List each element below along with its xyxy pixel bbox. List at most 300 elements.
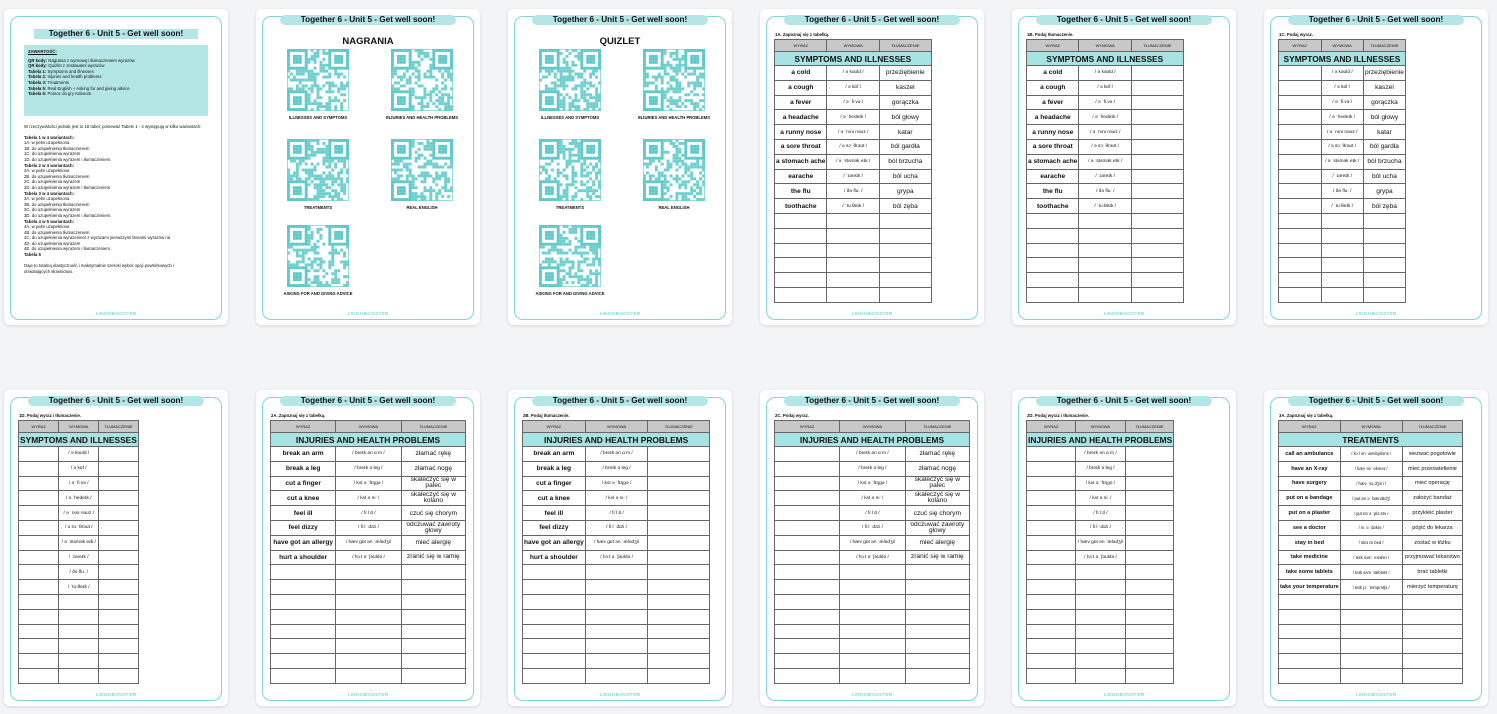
table-row bbox=[775, 273, 932, 288]
pronunciation-cell: / hɜːt ə ˈʃəʊldə / bbox=[1076, 550, 1125, 565]
translation-cell[interactable] bbox=[1125, 461, 1174, 476]
translation-cell bbox=[401, 580, 465, 595]
translation-cell bbox=[905, 639, 969, 654]
pronunciation-cell: / fiːl ɪl / bbox=[585, 506, 648, 521]
table-row bbox=[775, 110, 932, 125]
page-thumbnail[interactable] bbox=[760, 9, 984, 325]
qr-block[interactable] bbox=[382, 139, 462, 210]
pronunciation-cell bbox=[840, 609, 905, 624]
table-row bbox=[1027, 66, 1184, 81]
word-cell[interactable] bbox=[1027, 506, 1076, 521]
translation-cell[interactable] bbox=[1131, 273, 1183, 288]
word-cell[interactable] bbox=[1279, 199, 1322, 214]
page-title: Together 6 - Unit 5 - Get well soon! bbox=[784, 15, 960, 25]
word-cell[interactable] bbox=[775, 639, 840, 654]
translation-cell[interactable] bbox=[1125, 520, 1174, 535]
word-cell[interactable] bbox=[19, 461, 59, 476]
translation-cell[interactable] bbox=[99, 520, 139, 535]
pronunciation-cell bbox=[827, 258, 879, 273]
table-row bbox=[775, 243, 932, 258]
translation-cell[interactable] bbox=[1125, 565, 1174, 580]
word-cell[interactable] bbox=[1279, 125, 1322, 140]
pronunciation-cell: / ə ˈstʌmək eɪk / bbox=[59, 535, 99, 550]
word-cell[interactable] bbox=[1027, 609, 1076, 624]
pronunciation-cell: / ðə fluː / bbox=[1321, 184, 1364, 199]
translation-cell: grypa bbox=[879, 184, 931, 199]
word-cell[interactable] bbox=[1279, 273, 1322, 288]
word-cell[interactable] bbox=[775, 550, 840, 565]
table-row bbox=[271, 624, 466, 639]
word-cell[interactable] bbox=[19, 668, 59, 683]
word-cell: have got an allergy bbox=[523, 535, 586, 550]
translation-cell[interactable] bbox=[648, 594, 710, 609]
translation-cell[interactable] bbox=[99, 535, 139, 550]
translation-cell[interactable] bbox=[1131, 258, 1183, 273]
word-cell[interactable] bbox=[19, 639, 59, 654]
word-cell[interactable] bbox=[1279, 80, 1322, 95]
word-cell[interactable] bbox=[1279, 169, 1322, 184]
translation-cell[interactable] bbox=[1125, 491, 1174, 506]
word-cell bbox=[523, 639, 586, 654]
word-cell: hurt a shoulder bbox=[523, 550, 586, 565]
word-cell[interactable] bbox=[1027, 535, 1076, 550]
vocab-table bbox=[774, 420, 970, 684]
word-cell[interactable] bbox=[775, 461, 840, 476]
translation-cell[interactable] bbox=[1125, 654, 1174, 669]
translation-cell[interactable] bbox=[99, 594, 139, 609]
translation-cell: ból brzucha bbox=[879, 154, 931, 169]
word-cell[interactable] bbox=[1279, 110, 1322, 125]
translation-cell[interactable] bbox=[648, 668, 710, 683]
table-row bbox=[775, 447, 970, 462]
translation-cell: pójść do lekarza bbox=[1402, 520, 1463, 535]
exercise-instruction: 2A. Zapoznaj się z tabelką. bbox=[271, 413, 326, 418]
pronunciation-cell: / ˈtuːθeɪk / bbox=[827, 199, 879, 214]
word-cell bbox=[523, 668, 586, 683]
page-title: Together 6 - Unit 5 - Get well soon! bbox=[532, 396, 708, 406]
table-row bbox=[775, 550, 970, 565]
translation-cell: katar bbox=[1364, 125, 1406, 140]
qr-block[interactable] bbox=[278, 49, 358, 120]
word-cell bbox=[1279, 624, 1341, 639]
translation-cell[interactable] bbox=[648, 506, 710, 521]
contents-line: 4E. do uzupełnienia wyrazem i tłumaczeniem bbox=[24, 246, 110, 252]
word-cell[interactable] bbox=[1027, 520, 1076, 535]
translation-cell: skaleczyć się w palec bbox=[401, 476, 465, 491]
contents-line: Tabela 1: Symptoms and illnesses bbox=[28, 68, 94, 74]
translation-cell[interactable] bbox=[1125, 594, 1174, 609]
qr-caption: INJURIES AND HEALTH PROBLEMS bbox=[637, 115, 711, 120]
translation-cell: ból głowy bbox=[1364, 110, 1406, 125]
word-cell[interactable] bbox=[1279, 258, 1322, 273]
translation-cell[interactable] bbox=[99, 447, 139, 462]
translation-cell[interactable] bbox=[648, 624, 710, 639]
table-row bbox=[19, 624, 139, 639]
qr-code-icon[interactable] bbox=[287, 225, 349, 287]
qr-block[interactable] bbox=[530, 49, 610, 120]
page-title: Together 6 - Unit 5 - Get well soon! bbox=[280, 15, 456, 25]
word-cell[interactable] bbox=[1027, 580, 1076, 595]
word-cell[interactable] bbox=[1279, 228, 1322, 243]
translation-cell[interactable] bbox=[1125, 624, 1174, 639]
word-cell[interactable] bbox=[775, 668, 840, 683]
word-cell[interactable] bbox=[1279, 243, 1322, 258]
pronunciation-cell bbox=[585, 639, 648, 654]
pronunciation-cell bbox=[1321, 287, 1364, 302]
page-thumbnail[interactable] bbox=[508, 9, 732, 325]
pronunciation-cell bbox=[336, 609, 401, 624]
word-cell[interactable] bbox=[1279, 95, 1322, 110]
qr-code-icon[interactable] bbox=[643, 139, 705, 201]
qr-block[interactable] bbox=[634, 139, 714, 210]
table-row bbox=[271, 491, 466, 506]
translation-cell[interactable] bbox=[99, 639, 139, 654]
table-row bbox=[775, 491, 970, 506]
translation-cell[interactable] bbox=[648, 550, 710, 565]
word-cell[interactable] bbox=[775, 447, 840, 462]
page-thumbnail[interactable] bbox=[1012, 9, 1236, 325]
translation-cell[interactable] bbox=[648, 654, 710, 669]
translation-cell[interactable] bbox=[99, 491, 139, 506]
table-row bbox=[1279, 213, 1406, 228]
page-thumbnail[interactable] bbox=[1264, 390, 1488, 706]
translation-cell[interactable] bbox=[1125, 535, 1174, 550]
word-cell: a runny nose bbox=[1027, 125, 1079, 140]
translation-cell[interactable] bbox=[1131, 287, 1183, 302]
pronunciation-cell bbox=[827, 213, 879, 228]
translation-cell[interactable] bbox=[648, 639, 710, 654]
word-cell: break a leg bbox=[523, 461, 586, 476]
word-cell: feel ill bbox=[271, 506, 336, 521]
pronunciation-cell bbox=[827, 228, 879, 243]
brand-logo: LINGOBOOSTER bbox=[347, 311, 389, 316]
translation-cell: zranić się w ramię bbox=[905, 550, 969, 565]
qr-code-icon[interactable] bbox=[539, 49, 601, 111]
word-cell[interactable] bbox=[775, 654, 840, 669]
pronunciation-cell bbox=[827, 287, 879, 302]
translation-cell: kaszel bbox=[879, 80, 931, 95]
translation-cell[interactable] bbox=[648, 491, 710, 506]
translation-cell[interactable] bbox=[1131, 139, 1183, 154]
translation-cell[interactable] bbox=[1131, 228, 1183, 243]
word-cell[interactable] bbox=[1027, 594, 1076, 609]
word-cell[interactable] bbox=[1279, 139, 1322, 154]
word-cell[interactable] bbox=[1279, 213, 1322, 228]
word-cell[interactable] bbox=[775, 594, 840, 609]
word-cell: a fever bbox=[1027, 95, 1079, 110]
pronunciation-cell: / steɪ ɪn bed / bbox=[1340, 535, 1402, 550]
word-cell bbox=[271, 594, 336, 609]
word-cell bbox=[271, 668, 336, 683]
translation-cell[interactable] bbox=[1125, 447, 1174, 462]
qr-code-icon[interactable] bbox=[643, 49, 705, 111]
translation-cell[interactable] bbox=[99, 506, 139, 521]
word-cell: put on a bandage bbox=[1279, 491, 1341, 506]
qr-block[interactable] bbox=[634, 49, 714, 120]
translation-cell[interactable] bbox=[1125, 609, 1174, 624]
word-cell: take your temperature bbox=[1279, 580, 1341, 595]
table-row bbox=[271, 520, 466, 535]
translation-cell[interactable] bbox=[648, 520, 710, 535]
pronunciation-cell bbox=[585, 565, 648, 580]
word-cell[interactable] bbox=[775, 491, 840, 506]
pronunciation-cell bbox=[59, 639, 99, 654]
word-cell[interactable] bbox=[1027, 624, 1076, 639]
page-title: Together 6 - Unit 5 - Get well soon! bbox=[532, 15, 708, 25]
qr-code-icon[interactable] bbox=[391, 139, 453, 201]
table-row bbox=[19, 506, 139, 521]
qr-code-icon[interactable] bbox=[287, 139, 349, 201]
translation-cell[interactable] bbox=[1131, 199, 1183, 214]
pronunciation-cell: / fiːl ˈdɪzi / bbox=[336, 520, 401, 535]
table-row bbox=[1027, 565, 1174, 580]
translation-cell[interactable] bbox=[99, 624, 139, 639]
word-cell[interactable] bbox=[1027, 668, 1076, 683]
translation-cell[interactable] bbox=[99, 609, 139, 624]
word-cell[interactable] bbox=[1027, 565, 1076, 580]
translation-cell[interactable] bbox=[648, 609, 710, 624]
table-row bbox=[523, 565, 710, 580]
page-thumbnail[interactable] bbox=[508, 390, 732, 706]
word-cell[interactable] bbox=[1027, 491, 1076, 506]
qr-block[interactable] bbox=[530, 225, 610, 296]
qr-block[interactable] bbox=[530, 139, 610, 210]
word-cell[interactable] bbox=[19, 476, 59, 491]
table-row bbox=[271, 594, 466, 609]
translation-cell[interactable] bbox=[1125, 580, 1174, 595]
section-header: TREATMENTS bbox=[1279, 433, 1463, 447]
page-thumbnail[interactable] bbox=[4, 390, 228, 706]
translation-cell[interactable] bbox=[648, 461, 710, 476]
translation-cell bbox=[905, 668, 969, 683]
qr-block[interactable] bbox=[382, 49, 462, 120]
translation-cell bbox=[879, 213, 931, 228]
translation-cell: gorączka bbox=[1364, 95, 1406, 110]
page-thumbnail[interactable] bbox=[4, 9, 228, 325]
translation-cell[interactable] bbox=[1131, 169, 1183, 184]
qr-code-icon[interactable] bbox=[391, 49, 453, 111]
translation-cell: przeziębienie bbox=[1364, 66, 1406, 81]
page-title: Together 6 - Unit 5 - Get well soon! bbox=[280, 396, 456, 406]
translation-cell[interactable] bbox=[1131, 125, 1183, 140]
qr-block[interactable] bbox=[278, 225, 358, 296]
translation-cell[interactable] bbox=[1131, 213, 1183, 228]
table-row bbox=[1279, 520, 1463, 535]
translation-cell[interactable] bbox=[1131, 154, 1183, 169]
pronunciation-cell: / ə kəʊld / bbox=[1079, 66, 1131, 81]
word-cell: hurt a shoulder bbox=[271, 550, 336, 565]
table-row bbox=[1279, 184, 1406, 199]
contents-line: 4A. w pełni uzupełniona bbox=[24, 224, 70, 230]
table-row bbox=[775, 154, 932, 169]
translation-cell[interactable] bbox=[1131, 80, 1183, 95]
qr-code-icon[interactable] bbox=[287, 49, 349, 111]
translation-cell[interactable] bbox=[1131, 66, 1183, 81]
brand-logo: LINGOBOOSTER bbox=[851, 311, 893, 316]
pronunciation-cell bbox=[1079, 213, 1131, 228]
translation-cell[interactable] bbox=[99, 654, 139, 669]
word-cell[interactable] bbox=[775, 476, 840, 491]
table-row bbox=[1279, 594, 1463, 609]
pronunciation-cell: / breɪk ə leg / bbox=[336, 461, 401, 476]
page-thumbnail[interactable] bbox=[256, 390, 480, 706]
brand-logo: LINGOBOOSTER bbox=[851, 692, 893, 697]
page-thumbnail[interactable] bbox=[1012, 390, 1236, 706]
table-row bbox=[271, 580, 466, 595]
pronunciation-cell: / hæv gɒt ən ˈælədʒi/ bbox=[336, 535, 401, 550]
page-thumbnail[interactable] bbox=[256, 9, 480, 325]
pronunciation-cell bbox=[59, 624, 99, 639]
page-title: Together 6 - Unit 5 - Get well soon! bbox=[28, 396, 204, 406]
translation-cell[interactable] bbox=[648, 535, 710, 550]
translation-cell[interactable] bbox=[648, 580, 710, 595]
word-cell bbox=[271, 580, 336, 595]
word-cell[interactable] bbox=[1279, 184, 1322, 199]
word-cell[interactable] bbox=[1279, 66, 1322, 81]
translation-cell[interactable] bbox=[1131, 184, 1183, 199]
pronunciation-cell: / ə kɒf / bbox=[59, 461, 99, 476]
word-cell[interactable] bbox=[775, 520, 840, 535]
translation-cell bbox=[905, 624, 969, 639]
word-cell bbox=[523, 654, 586, 669]
pronunciation-cell: / ə sɔː θrəʊt / bbox=[59, 520, 99, 535]
word-cell[interactable] bbox=[19, 550, 59, 565]
pronunciation-cell bbox=[840, 639, 905, 654]
column-header: WYMOWA bbox=[1321, 40, 1364, 52]
pronunciation-cell: / ə ˈfiːvə / bbox=[59, 476, 99, 491]
column-header: WYMOWA bbox=[336, 421, 401, 433]
qr-block[interactable] bbox=[278, 139, 358, 210]
translation-cell[interactable] bbox=[99, 476, 139, 491]
translation-cell[interactable] bbox=[99, 580, 139, 595]
pronunciation-cell: / ðə fluː / bbox=[59, 565, 99, 580]
word-cell[interactable] bbox=[19, 594, 59, 609]
word-cell[interactable] bbox=[19, 520, 59, 535]
word-cell[interactable] bbox=[775, 580, 840, 595]
qr-code-icon[interactable] bbox=[539, 139, 601, 201]
word-cell[interactable] bbox=[1027, 654, 1076, 669]
translation-cell[interactable] bbox=[1131, 95, 1183, 110]
table-row bbox=[1279, 80, 1406, 95]
word-cell[interactable] bbox=[775, 565, 840, 580]
word-cell: feel dizzy bbox=[523, 520, 586, 535]
word-cell[interactable] bbox=[19, 654, 59, 669]
word-cell[interactable] bbox=[1027, 476, 1076, 491]
pronunciation-cell bbox=[1079, 243, 1131, 258]
word-cell[interactable] bbox=[19, 580, 59, 595]
pronunciation-cell: / ə ˈfiːvə / bbox=[1321, 95, 1364, 110]
word-cell[interactable] bbox=[1279, 287, 1322, 302]
pronunciation-cell bbox=[1079, 228, 1131, 243]
translation-cell[interactable] bbox=[1131, 243, 1183, 258]
translation-cell[interactable] bbox=[1131, 110, 1183, 125]
contents-line: 3D. do uzupełnienia wyrazem i tłumaczeniem bbox=[24, 212, 111, 218]
word-cell[interactable] bbox=[19, 609, 59, 624]
vocab-table bbox=[1026, 39, 1184, 303]
translation-cell[interactable] bbox=[1125, 550, 1174, 565]
word-cell[interactable] bbox=[1027, 639, 1076, 654]
pronunciation-cell: / ə kɒf / bbox=[1079, 80, 1131, 95]
qr-code-icon[interactable] bbox=[539, 225, 601, 287]
translation-cell: przeziębienie bbox=[879, 66, 931, 81]
translation-cell[interactable] bbox=[648, 476, 710, 491]
translation-cell bbox=[1364, 228, 1406, 243]
word-cell: break an arm bbox=[523, 447, 586, 462]
translation-cell[interactable] bbox=[99, 668, 139, 683]
word-cell[interactable] bbox=[19, 624, 59, 639]
table-row bbox=[775, 624, 970, 639]
word-cell[interactable] bbox=[775, 535, 840, 550]
pronunciation-cell: / teɪk sʌm ˈtæbləts / bbox=[1340, 565, 1402, 580]
word-cell[interactable] bbox=[1027, 461, 1076, 476]
word-cell bbox=[1279, 654, 1341, 669]
translation-cell bbox=[905, 565, 969, 580]
contents-details bbox=[24, 124, 208, 274]
translation-cell[interactable] bbox=[99, 461, 139, 476]
table-row bbox=[1027, 139, 1184, 154]
pronunciation-cell bbox=[585, 609, 648, 624]
contents-line: utrwalających słownictwo. bbox=[24, 268, 74, 274]
word-cell[interactable] bbox=[775, 624, 840, 639]
word-cell bbox=[1027, 228, 1079, 243]
table-row bbox=[19, 491, 139, 506]
contents-line: Daje to totalną elastyczność i maksymalnie szeroki wybór opcji powtórkowych / bbox=[24, 263, 175, 269]
translation-cell[interactable] bbox=[1125, 668, 1174, 683]
page-thumbnail[interactable] bbox=[1264, 9, 1488, 325]
translation-cell[interactable] bbox=[1125, 476, 1174, 491]
word-cell[interactable] bbox=[1027, 447, 1076, 462]
translation-cell bbox=[401, 565, 465, 580]
translation-cell bbox=[1402, 668, 1463, 683]
contents-line: 4C. do uzupełnienia wyrazeniem z wyrazami pierwszymi literami wyrazów na bbox=[24, 235, 171, 241]
vocab-table bbox=[774, 39, 932, 303]
word-cell[interactable] bbox=[775, 609, 840, 624]
translation-cell[interactable] bbox=[648, 447, 710, 462]
word-cell bbox=[1027, 258, 1079, 273]
word-cell[interactable] bbox=[19, 491, 59, 506]
pronunciation-cell bbox=[1321, 258, 1364, 273]
translation-cell[interactable] bbox=[648, 565, 710, 580]
page-thumbnail[interactable] bbox=[760, 390, 984, 706]
qr-caption: REAL ENGLISH bbox=[406, 205, 438, 210]
pronunciation-cell bbox=[840, 594, 905, 609]
word-cell[interactable] bbox=[775, 506, 840, 521]
word-cell[interactable] bbox=[1027, 550, 1076, 565]
table-row bbox=[1279, 273, 1406, 288]
word-cell: a headache bbox=[775, 110, 827, 125]
pronunciation-cell bbox=[840, 654, 905, 669]
word-cell[interactable] bbox=[19, 565, 59, 580]
pronunciation-cell: / kʌt ə niː / bbox=[336, 491, 401, 506]
pronunciation-cell: / ðə fluː / bbox=[827, 184, 879, 199]
translation-cell: mieć alergię bbox=[401, 535, 465, 550]
word-cell: stay in bed bbox=[1279, 535, 1341, 550]
table-row bbox=[19, 447, 139, 462]
translation-cell[interactable] bbox=[99, 565, 139, 580]
word-cell[interactable] bbox=[19, 535, 59, 550]
column-header: WYRAZ bbox=[1027, 421, 1076, 433]
pronunciation-cell: / ˈtuːθeɪk / bbox=[59, 580, 99, 595]
translation-cell[interactable] bbox=[99, 550, 139, 565]
translation-cell[interactable] bbox=[1125, 639, 1174, 654]
qr-page-heading: QUIZLET bbox=[599, 36, 641, 47]
word-cell[interactable] bbox=[19, 506, 59, 521]
pronunciation-cell: / fiːl ˈdɪzi / bbox=[840, 520, 905, 535]
word-cell[interactable] bbox=[1279, 154, 1322, 169]
translation-cell[interactable] bbox=[1125, 506, 1174, 521]
word-cell[interactable] bbox=[19, 447, 59, 462]
translation-cell bbox=[401, 639, 465, 654]
